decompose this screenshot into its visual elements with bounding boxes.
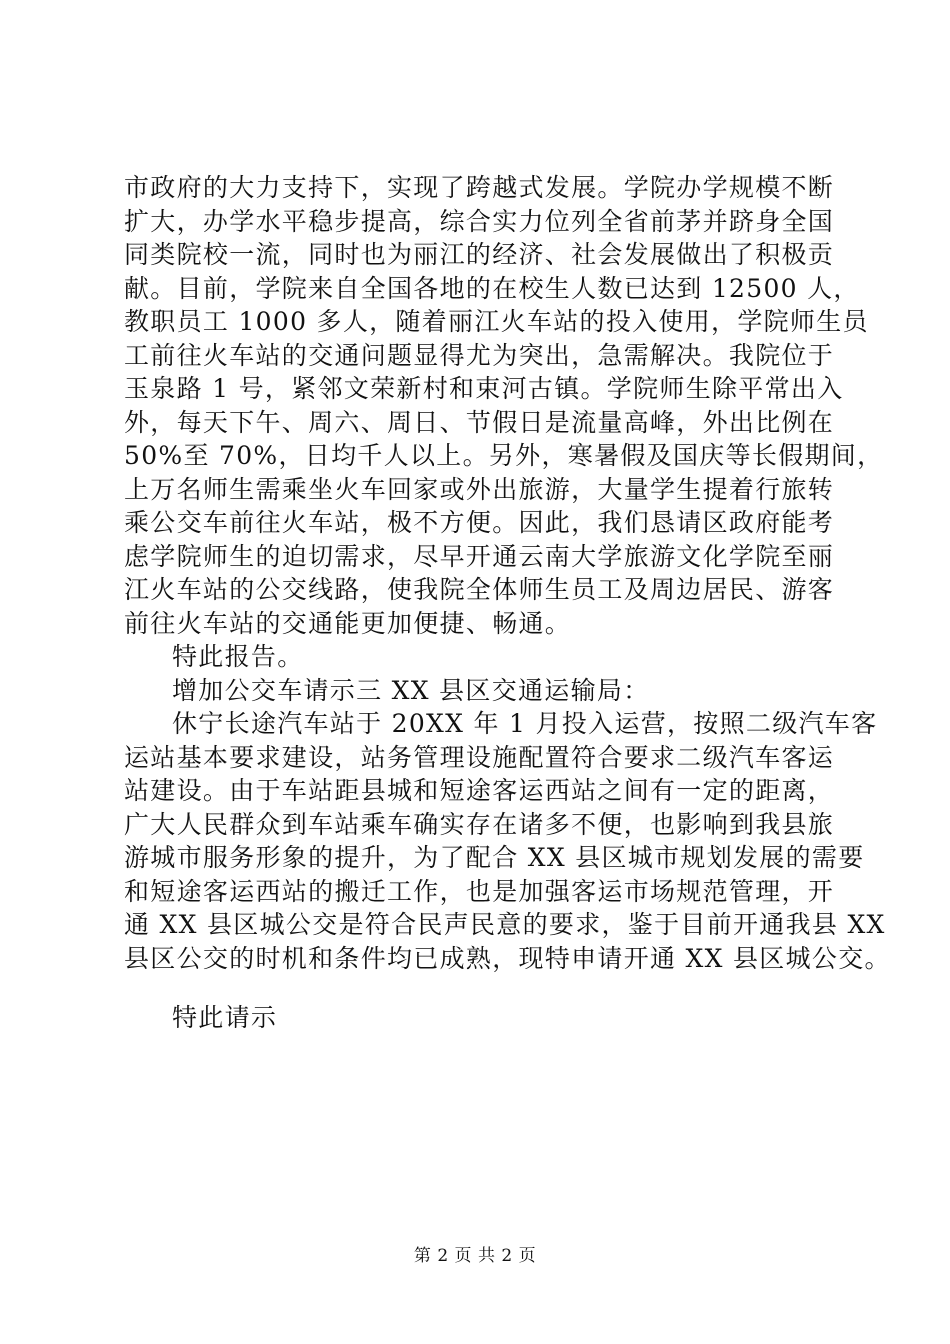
body-line: 献。目前，学院来自全国各地的在校生人数已达到 12500 人， xyxy=(124,273,860,303)
body-line: 通 XX 县区城公交是符合民声民意的要求，鉴于目前开通我县 XX xyxy=(124,910,886,939)
body-line: 市政府的大力支持下，实现了跨越式发展。学院办学规模不断 xyxy=(124,173,835,202)
body-line: 外，每天下午、周六、周日、节假日是流量高峰，外出比例在 xyxy=(124,407,835,437)
body-line: 虑学院师生的迫切需求，尽早开通云南大学旅游文化学院至丽 xyxy=(124,541,835,571)
body-line: 县区公交的时机和条件均已成熟，现特申请开通 XX 县区城公交。 xyxy=(124,943,891,973)
paragraph-spacer xyxy=(124,975,844,1001)
request-heading: 增加公交车请示三 XX 县区交通运输局： xyxy=(172,675,650,705)
closing-report: 特此报告。 xyxy=(172,642,304,671)
body-line: 50%至 70%，日均千人以上。另外，寒暑假及国庆等长假期间， xyxy=(124,441,884,470)
body-line: 游城市服务形象的提升，为了配合 XX 县区城市规划发展的需要 xyxy=(124,843,865,872)
body-line: 广大人民群众到车站乘车确实存在诸多不便，也影响到我县旅 xyxy=(124,809,835,839)
body-line: 上万名师生需乘坐火车回家或外出旅游，大量学生提着行旅转 xyxy=(124,474,835,504)
body-line: 工前往火车站的交通问题显得尤为突出，急需解决。我院位于 xyxy=(124,340,835,370)
page-footer: 第 2 页 共 2 页 xyxy=(413,1246,537,1266)
body-line: 和短途客运西站的搬迁工作，也是加强客运市场规范管理，开 xyxy=(124,876,835,906)
body-line: 休宁长途汽车站于 20XX 年 1 月投入运营，按照二级汽车客 xyxy=(172,709,878,738)
body-line: 同类院校一流，同时也为丽江的经济、社会发展做出了积极贡 xyxy=(124,240,835,269)
body-line: 教职员工 1000 多人，随着丽江火车站的投入使用，学院师生员 xyxy=(124,307,869,336)
body-line: 扩大，办学水平稳步提高，综合实力位列全省前茅并跻身全国 xyxy=(124,206,835,236)
body-line: 玉泉路 1 号，紧邻文荣新村和束河古镇。学院师生除平常出入 xyxy=(124,374,844,403)
body-line: 站建设。由于车站距县城和短途客运西站之间有一定的距离， xyxy=(124,776,835,805)
body-line: 运站基本要求建设，站务管理设施配置符合要求二级汽车客运 xyxy=(124,742,835,772)
closing-request: 特此请示 xyxy=(172,1003,278,1032)
document-body xyxy=(124,171,891,1035)
body-line: 前往火车站的交通能更加便捷、畅通。 xyxy=(124,608,572,638)
body-line: 乘公交车前往火车站，极不方便。因此，我们恳请区政府能考 xyxy=(124,508,835,537)
body-line: 江火车站的公交线路，使我院全体师生员工及周边居民、游客 xyxy=(124,575,835,604)
